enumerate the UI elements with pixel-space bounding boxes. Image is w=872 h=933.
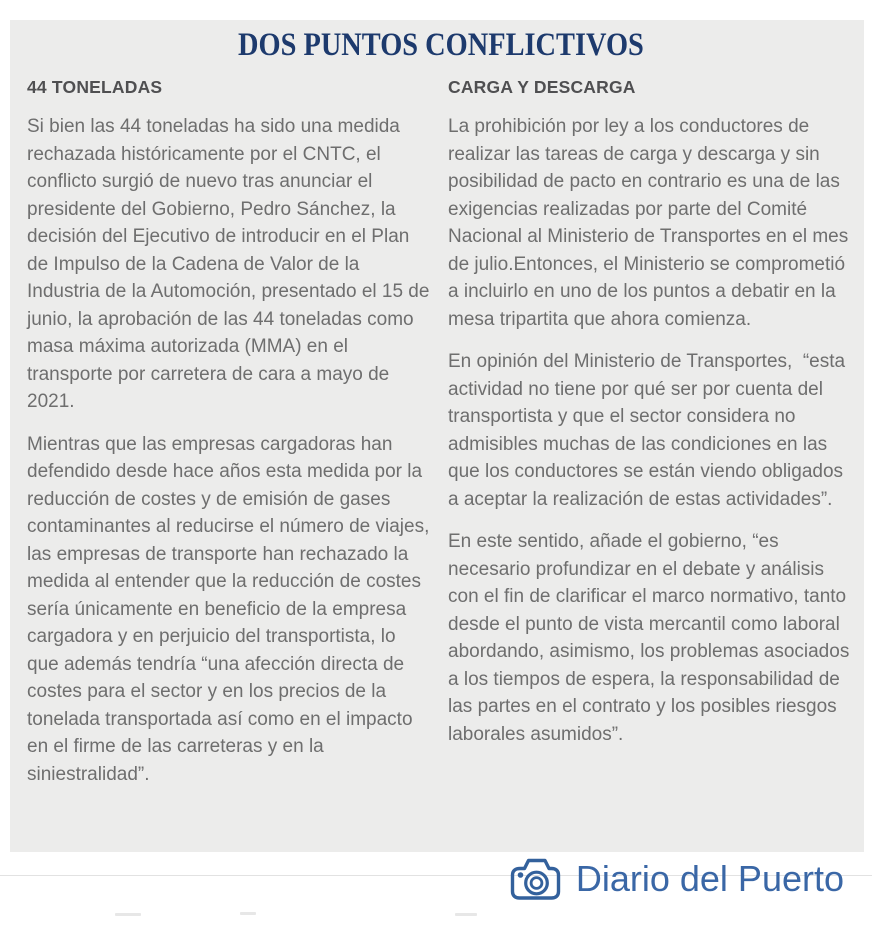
camera-icon [509, 856, 562, 902]
column-header: 44 TONELADAS [27, 77, 163, 97]
paragraph: Si bien las 44 toneladas ha sido una medida rechazada históricamente por el CNTC, el conflicto surgió de nuevo tras anunciar el presidente del Gobierno, Pedro Sánchez, la decisión del Ejecutivo de introducir en el Plan de Impulso de la Cadena de Valor de la Industria de la Automoción, presentado el 15 de junio, la aprobación de las 44 toneladas como masa máxima autorizada (MMA) en el transporte por carretera de cara a mayo de 2021. [27, 116, 435, 412]
paragraph: Mientras que las empresas cargadoras han defendido desde hace años esta medida por la reducción de costes y de emisión de gases contaminantes al reducirse el número de viajes, las empresas de transporte han rechazado la medida al entender que la reducción de costes sería únicamente en beneficio de la empresa cargadora y en perjuicio del transportista, lo que además tendría “una afección directa de costes para el sector y en los precios de la tonelada transportada así como en el impacto en el firme de las carreteras y en la siniestralidad”. [27, 433, 435, 785]
column-44-toneladas [27, 77, 435, 803]
cutoff-text-artifact [115, 913, 141, 916]
brand-name: Diario del Puerto [575, 858, 844, 899]
column-carga-y-descarga [448, 77, 854, 803]
article-panel [10, 20, 864, 852]
cutoff-text-artifact [455, 913, 477, 916]
article-title-text: DOS PUNTOS CONFLICTIVOS [237, 27, 644, 63]
article-columns [27, 77, 854, 803]
article-title [27, 27, 854, 64]
paragraph: En este sentido, añade el gobierno, “es necesario profundizar en el debate y análisis con el fin de clarificar el marco normativo, tanto desde el punto de vista mercantil como laboral abordando, asimismo, los problemas asociados a los tiempos de espera, la responsabilidad de las partes en el contrato y los posibles riesgos laborales asumidos”. [448, 531, 855, 745]
footer [0, 852, 872, 933]
brand-logo [509, 856, 844, 902]
cutoff-text-artifact [240, 912, 256, 915]
paragraph: La prohibición por ley a los conductores de realizar las tareas de carga y descarga y sin posibilidad de pacto en contrario es una de las exigencias realizadas por parte del Comité Nacional al Ministerio de Transportes en el mes de julio.Entonces, el Ministerio se comprometió a incluirlo en uno de los puntos a debatir en la mesa tripartita que ahora comienza. [448, 116, 854, 330]
paragraph: En opinión del Ministerio de Transportes, “esta actividad no tiene por qué ser por cuenta del transportista y que el sector considera no admisibles muchas de las condiciones en las que los conductores se están viendo obligados a aceptar la realización de estas actividades”. [448, 351, 851, 510]
column-header: CARGA Y DESCARGA [448, 77, 636, 97]
